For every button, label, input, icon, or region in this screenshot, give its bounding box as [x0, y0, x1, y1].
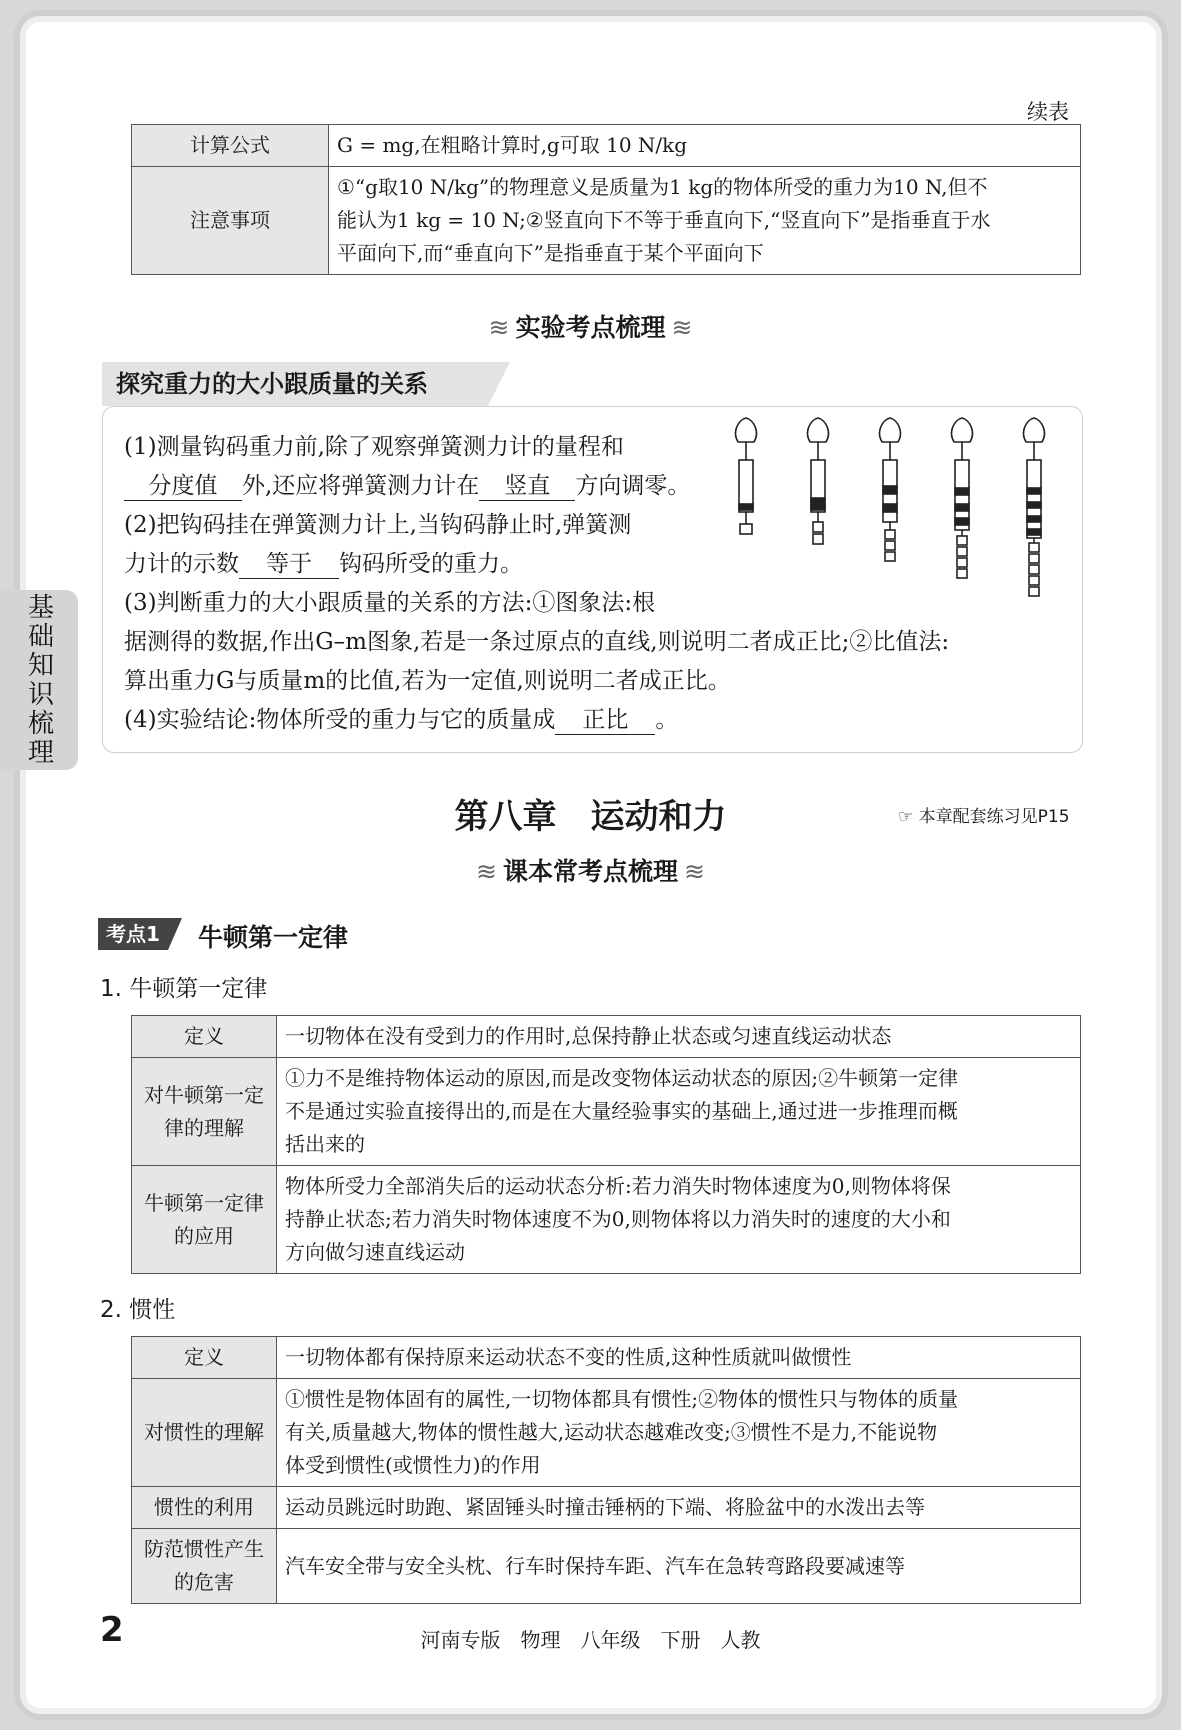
- section-title-text: 实验考点梳理: [515, 313, 666, 342]
- row-content: [277, 1166, 1081, 1274]
- exp-text: 钩码所受的重力。: [339, 551, 523, 577]
- section-title-text: 课本常考点梳理: [502, 857, 678, 886]
- exp-text: 力计的示数: [124, 551, 239, 577]
- row-content: 运动员跳远时助跑、紧固锤头时撞击锤柄的下端、将脸盆中的水泼出去等: [277, 1487, 1081, 1529]
- exp-text: (4)实验结论:物体所受的重力与它的质量成: [124, 707, 556, 733]
- row-term: 定义: [132, 1337, 277, 1379]
- table-row: [132, 1166, 1081, 1274]
- practice-ref-text: 本章配套练习见P15: [918, 807, 1070, 827]
- experiment-title-corner: [488, 362, 510, 406]
- exp-line-7: 算出重力G与质量m的比值,若为一定值,则说明二者成正比。: [124, 668, 731, 694]
- row-term: 牛顿第一定律的应用: [132, 1166, 277, 1274]
- subsection-heading: 2. 惯性: [100, 1297, 176, 1323]
- row-content: [277, 1379, 1081, 1487]
- pointer-hand-icon: ☞: [898, 807, 914, 827]
- gravity-table: [131, 124, 1081, 275]
- wave-icon: ≋: [488, 313, 510, 342]
- content-line: 平面向下,而“垂直向下”是指垂直于某个平面向下: [337, 241, 764, 265]
- content-line: 括出来的: [285, 1132, 365, 1156]
- page-number: 2: [100, 1610, 124, 1650]
- table-row: [132, 1529, 1081, 1604]
- content-line: 持静止状态;若力消失时物体速度不为0,则物体将以力消失时的速度的大小和: [285, 1207, 951, 1231]
- exp-line-6: 据测得的数据,作出G–m图象,若是一条过原点的直线,则说明二者成正比;②比值法:: [124, 629, 950, 655]
- content-line: 能认为1 kg = 10 N;②竖直向下不等于垂直向下,“竖直向下”是指垂直于水: [337, 208, 991, 232]
- row-term: 对惯性的理解: [132, 1379, 277, 1487]
- exp-text: 方向调零。: [575, 473, 691, 499]
- answer-blank: 正比: [555, 701, 655, 735]
- row-content: G = mg,在粗略计算时,g可取 10 N/kg: [329, 125, 1081, 167]
- experiment-title: 探究重力的大小跟质量的关系: [102, 362, 488, 406]
- table-row: [132, 1487, 1081, 1529]
- content-line: ①惯性是物体固有的属性,一切物体都具有惯性;②物体的惯性只与物体的质量: [285, 1387, 959, 1411]
- table-row: [132, 1016, 1081, 1058]
- kaodian-title: 牛顿第一定律: [198, 923, 349, 952]
- row-term: 对牛顿第一定律的理解: [132, 1058, 277, 1166]
- spring-scale-icon: [808, 418, 829, 544]
- answer-blank: 等于: [239, 545, 339, 579]
- kaodian-badge-corner: [168, 918, 182, 950]
- continued-label: 续表: [1027, 100, 1069, 124]
- spring-scale-icon: [736, 418, 757, 534]
- content-line: 方向做匀速直线运动: [285, 1240, 465, 1264]
- answer-blank: 竖直: [479, 467, 575, 501]
- exp-line-8: [124, 701, 678, 735]
- table-row: [132, 167, 1081, 275]
- textbook-section-title: [0, 852, 1181, 888]
- inertia-table: [131, 1336, 1081, 1604]
- side-tab: [0, 590, 78, 770]
- practice-reference: [898, 802, 1070, 827]
- content-line: 有关,质量越大,物体的惯性越大,运动状态越难改变;③惯性不是力,不能说物: [285, 1420, 938, 1444]
- exp-line-3: (2)把钩码挂在弹簧测力计上,当钩码静止时,弹簧测: [124, 512, 632, 538]
- content-line: 不是通过实验直接得出的,而是在大量经验事实的基础上,通过进一步推理而概: [285, 1099, 958, 1123]
- spring-scale-icon: [1024, 418, 1045, 596]
- chapter-title: 第八章 运动和力: [454, 797, 727, 837]
- answer-blank: 分度值: [124, 467, 242, 501]
- table-row: [132, 125, 1081, 167]
- row-content: 汽车安全带与安全头枕、行车时保持车距、汽车在急转弯路段要减速等: [277, 1529, 1081, 1604]
- subsection-heading: 1. 牛顿第一定律: [100, 976, 268, 1002]
- exp-line-1: (1)测量钩码重力前,除了观察弹簧测力计的量程和: [124, 434, 624, 460]
- row-content: 一切物体在没有受到力的作用时,总保持静止状态或匀速直线运动状态: [277, 1016, 1081, 1058]
- wave-icon: ≋: [684, 857, 705, 886]
- footer-info: 河南专版 物理 八年级 下册 人教: [420, 1628, 761, 1652]
- exp-line-4: [124, 545, 523, 579]
- table-row: [132, 1379, 1081, 1487]
- content-line: 物体所受力全部消失后的运动状态分析:若力消失时物体速度为0,则物体将保: [285, 1174, 951, 1198]
- row-content: [277, 1058, 1081, 1166]
- wave-icon: ≋: [671, 313, 693, 342]
- content-line: 体受到惯性(或惯性力)的作用: [285, 1453, 541, 1477]
- row-term: 惯性的利用: [132, 1487, 277, 1529]
- row-term: 定义: [132, 1016, 277, 1058]
- exp-text: 外,还应将弹簧测力计在: [242, 473, 480, 499]
- exp-line-5: (3)判断重力的大小跟质量的关系的方法:①图象法:根: [124, 590, 656, 616]
- row-term: 防范惯性产生的危害: [132, 1529, 277, 1604]
- table-row: [132, 1337, 1081, 1379]
- exp-line-2: [124, 467, 690, 501]
- row-term: 计算公式: [132, 125, 329, 167]
- content-line: ①“g取10 N/kg”的物理意义是质量为1 kg的物体所受的重力为10 N,但不: [337, 175, 988, 199]
- wave-icon: ≋: [476, 857, 497, 886]
- row-content: 一切物体都有保持原来运动状态不变的性质,这种性质就叫做惯性: [277, 1337, 1081, 1379]
- row-term: 注意事项: [132, 167, 329, 275]
- table-row: [132, 1058, 1081, 1166]
- kaodian-badge: 考点1: [98, 918, 168, 950]
- content-line: ①力不是维持物体运动的原因,而是改变物体运动状态的原因;②牛顿第一定律: [285, 1066, 959, 1090]
- side-tab-label: 基础知识梳理: [23, 593, 54, 767]
- exp-text: 。: [655, 707, 679, 733]
- row-content: [329, 167, 1081, 275]
- spring-scale-icon: [952, 418, 973, 578]
- spring-scale-icon: [880, 418, 901, 561]
- spring-scale-illustration: [720, 412, 1060, 622]
- experiment-section-title: [0, 308, 1181, 344]
- newton-table: [131, 1015, 1081, 1274]
